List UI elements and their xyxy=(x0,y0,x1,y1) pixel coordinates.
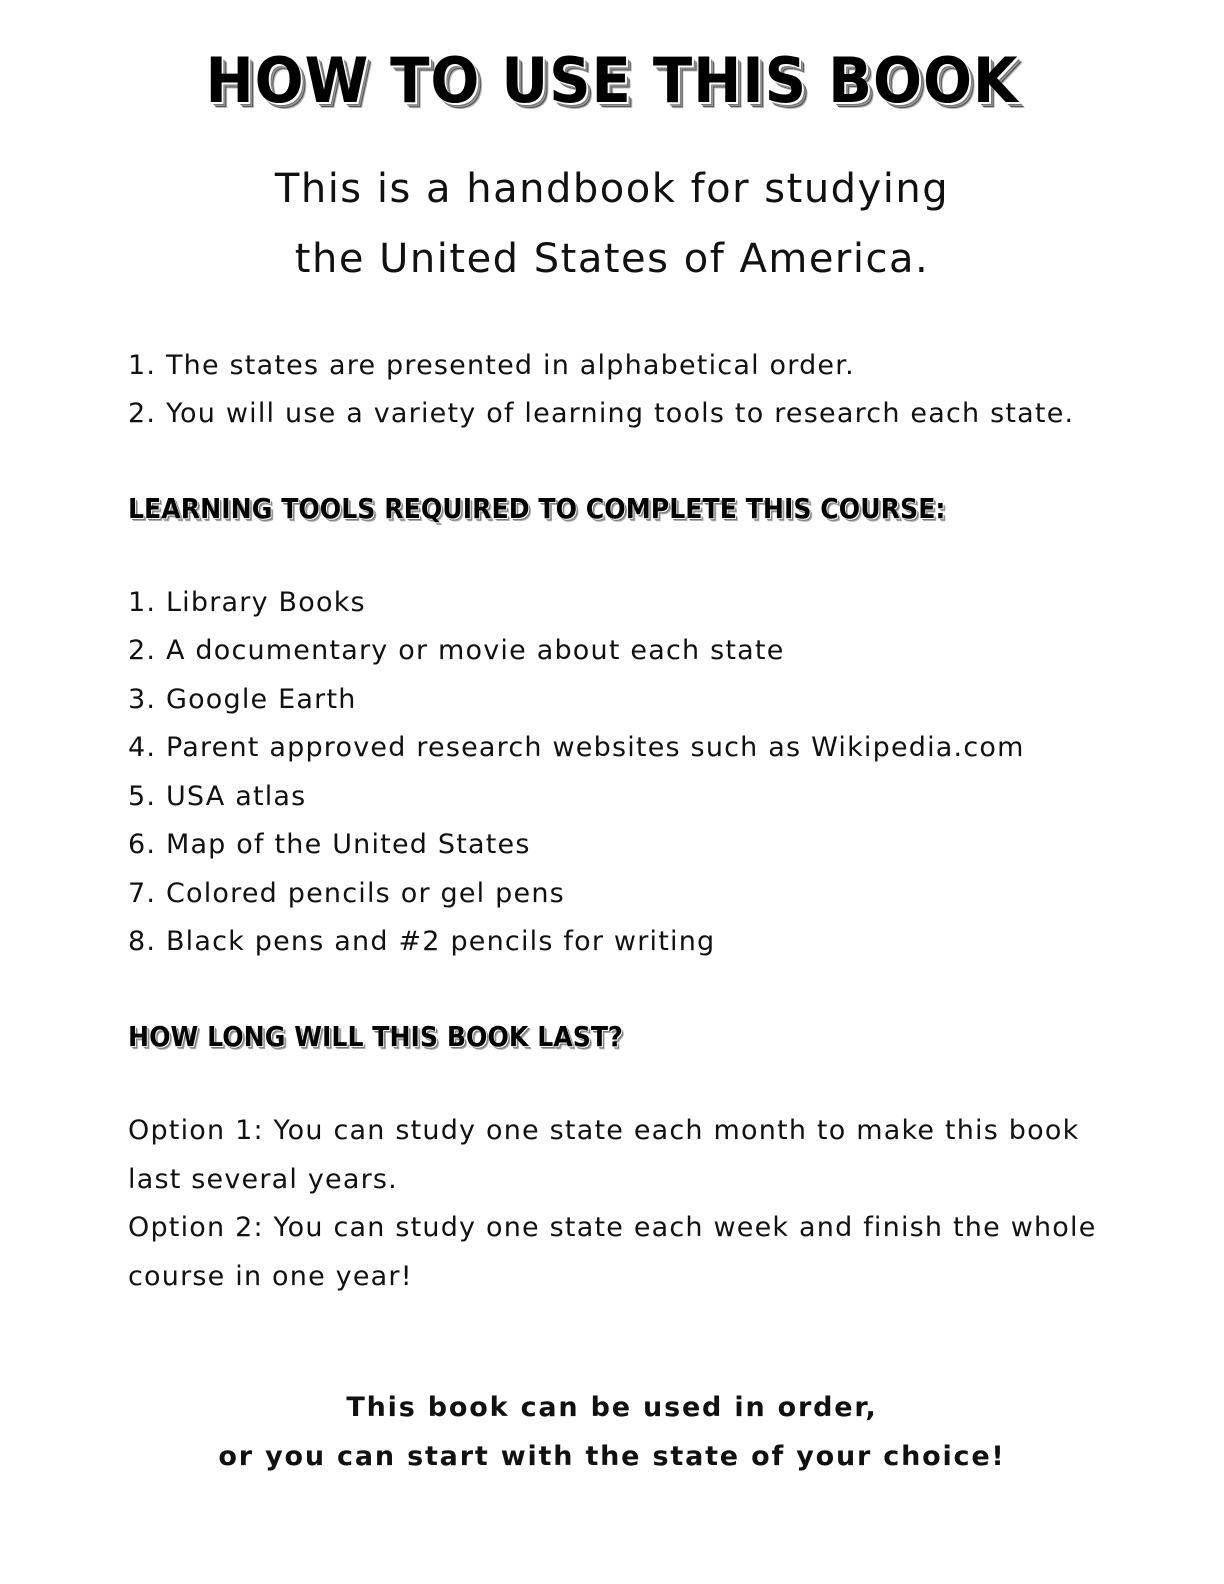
section-heading-duration: HOW LONG WILL THIS BOOK LAST? xyxy=(128,1020,623,1053)
option-1-line-1: Option 1: You can study one state each month to make this book xyxy=(128,1115,1080,1146)
option-2-line-1: Option 2: You can study one state each week and finish the whole xyxy=(128,1212,1097,1243)
page-title: HOW TO USE THIS BOOK xyxy=(205,44,1019,117)
tools-list-item: 2. A documentary or movie about each state xyxy=(128,635,785,666)
option-2-line-2: course in one year! xyxy=(128,1261,413,1292)
section-heading-learning-tools: LEARNING TOOLS REQUIRED TO COMPLETE THIS COURSE: xyxy=(128,492,946,525)
tools-list-item: 4. Parent approved research websites such as Wikipedia.com xyxy=(128,732,1025,763)
intro-item: 1. The states are presented in alphabetical order. xyxy=(128,350,855,381)
tools-list-item: 6. Map of the United States xyxy=(128,829,531,860)
tools-list-item: 3. Google Earth xyxy=(128,684,357,715)
intro-item: 2. You will use a variety of learning tools to research each state. xyxy=(128,398,1075,429)
closing-line-1: This book can be used in order, xyxy=(346,1392,878,1423)
tools-list-item: 1. Library Books xyxy=(128,587,366,618)
option-1-line-2: last several years. xyxy=(128,1164,398,1195)
tools-list-item: 7. Colored pencils or gel pens xyxy=(128,878,565,909)
subtitle-line-2: the United States of America. xyxy=(294,236,930,282)
tools-list-item: 5. USA atlas xyxy=(128,781,307,812)
subtitle-line-1: This is a handbook for studying xyxy=(274,166,950,212)
closing-line-2: or you can start with the state of your choice! xyxy=(218,1441,1006,1472)
tools-list-item: 8. Black pens and #2 pencils for writing xyxy=(128,926,716,957)
